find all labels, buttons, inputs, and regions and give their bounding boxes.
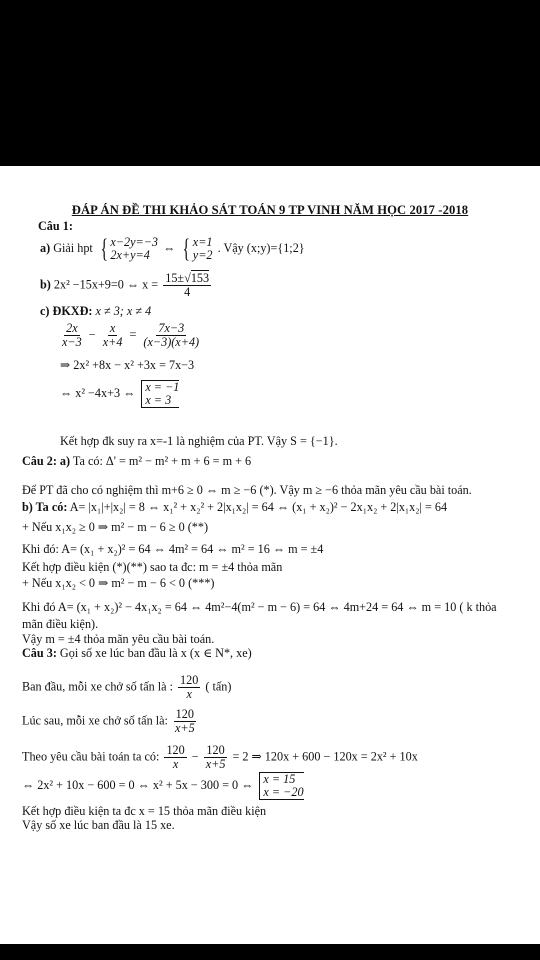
- cau1-conclusion: Kết hợp đk suy ra x=-1 là nghiệm của PT. Vậy S = {−1}.: [60, 434, 338, 448]
- cau3-l3-frac-num: 120: [175, 707, 194, 721]
- cau3-l2-frac-num: 120: [180, 673, 199, 687]
- cau1-c-equation: [58, 322, 203, 349]
- bottom-black-bar: [0, 944, 540, 960]
- cau2-l8: mãn điều kiện).: [22, 617, 99, 631]
- cau2-a-line: [22, 454, 251, 468]
- document-title: ĐÁP ÁN ĐỀ THI KHẢO SÁT TOÁN 9 TP VINH NĂM HỌC 2017 -2018: [71, 203, 469, 217]
- cau1-a-sys2-row2: y=2: [192, 248, 213, 262]
- cau3-l5-sol2: x = −20: [263, 785, 304, 799]
- cau1-c-label: c): [40, 304, 50, 318]
- cau1-c-equals: =: [129, 327, 137, 342]
- cau2-heading: Câu 2: a): [22, 454, 71, 468]
- cau1-c-condition: x ≠ 3; x ≠ 4: [95, 304, 152, 318]
- cau1-a-result: . Vậy (x;y)={1;2}: [217, 240, 305, 255]
- cau1-a-solution-system: { x=1 y=2: [182, 234, 213, 263]
- cau3-l5-sol1: x = 15: [263, 772, 296, 786]
- top-black-bar: [0, 0, 540, 166]
- cau3-l3-frac-den: x+5: [174, 721, 195, 735]
- cau1-a-sys1-row2: 2x+y=4: [110, 248, 150, 262]
- cau2-l5: Kết hợp điều kiện (*)(**) sao ta đc: m = ±4 thỏa mãn: [22, 560, 283, 574]
- cau1-c-frac1-num: 2x: [66, 321, 78, 335]
- cau2-l1: Để PT đã cho có nghiệm thì m+6 ≥ 0 ⇔ m ≥ −6 (*). Vậy m ≥ −6 thỏa mãn yêu cầu bài toán.: [22, 483, 472, 497]
- cau1-a-text: Giải hpt: [53, 240, 93, 255]
- cau3-l4-frac1-num: 120: [166, 743, 185, 757]
- cau1-a-sys1-row1: x−2y=−3: [110, 235, 159, 249]
- cau3-l4-minus: −: [191, 749, 199, 764]
- cau1-b-label: b): [40, 277, 51, 292]
- cau1-b-line: [40, 272, 213, 299]
- cau3-l4-frac2-den: x+5: [205, 757, 226, 771]
- cau3-l3-frac: [173, 708, 197, 735]
- cau1-b-equation: 2x² −15x+9=0 ⇔ x =: [53, 277, 159, 292]
- cau1-a-label: a): [40, 240, 51, 255]
- cau1-c-sol2: x = 3: [145, 393, 172, 407]
- cau2-l6: + Nếu x₁x₂ < 0 ⇒ m² − m − 6 < 0 (***): [22, 576, 215, 590]
- cau2-b-label: b) Ta có:: [22, 500, 68, 514]
- cau3-l3-text: Lúc sau, mỗi xe chở số tấn là:: [22, 713, 168, 728]
- cau1-c-line3-text: ⇔ x² −4x+3 ⇔: [60, 385, 136, 400]
- cau3-l4-frac1: [164, 744, 186, 771]
- cau1-c-frac2-den: x+4: [102, 335, 123, 349]
- cau3-l5-text: ⇔ 2x² + 10x − 600 = 0 ⇔ x² + 5x − 300 = 0 ⇔: [22, 777, 254, 792]
- cau1-c-line: [40, 304, 151, 318]
- cau1-heading: Câu 1:: [38, 219, 73, 233]
- cau1-b-fraction: $\frac{15\pm√153}{4}$: [165, 271, 210, 299]
- cau3-l4-frac2: [204, 744, 228, 771]
- answer-sheet: [0, 166, 540, 944]
- cau3-l4-frac1-den: x: [172, 757, 179, 771]
- cau1-c-line3: [60, 380, 182, 408]
- cau1-a-line: [40, 236, 305, 262]
- cau3-line2: [22, 674, 231, 701]
- cau1-c-frac2-num: x: [109, 321, 116, 335]
- cau3-l5-solutions: [259, 772, 303, 800]
- cau2-l3: + Nếu x₁x₂ ≥ 0 ⇒ m² − m − 6 ≥ 0 (**): [22, 520, 209, 534]
- cau3-l2-frac-den: x: [186, 687, 192, 701]
- cau1-c-frac2: [101, 322, 125, 349]
- cau1-c-sol1: x = −1: [145, 380, 180, 394]
- cau2-b-line: [22, 500, 447, 514]
- cau1-a-sys2-row1: x=1: [192, 235, 213, 249]
- cau3-heading: Câu 3:: [22, 646, 57, 660]
- cau3-l4-frac2-num: 120: [206, 743, 225, 757]
- cau1-c-minus: −: [88, 327, 96, 342]
- cau2-l4: Khi đó: A= (x₁ + x₂)² = 64 ⇔ 4m² = 64 ⇔ m² = 16 ⇔ m = ±4: [22, 542, 324, 556]
- cau1-c-solutions: [141, 380, 179, 408]
- cau3-l4-rest: = 2 ⇒ 120x + 600 − 120x = 2x² + 10x: [232, 749, 418, 764]
- cau1-a-system: { x−2y=−3 2x+y=4: [100, 234, 159, 263]
- cau3-line3: [22, 708, 199, 735]
- cau1-c-dkxd: ĐKXĐ:: [52, 304, 93, 318]
- cau3-l2-text: Ban đầu, mỗi xe chở số tấn là :: [22, 679, 173, 694]
- cau2-l9: Vậy m = ±4 thỏa mãn yêu cầu bài toán.: [22, 632, 215, 646]
- cau1-c-frac3: [141, 322, 201, 349]
- cau2-b-text: A= |x₁|+|x₂| = 8 ⇔ x₁² + x₂² + 2|x₁x₂| = 64 ⇔ (x₁ + x₂)² − 2x₁x₂ + 2|x₁x₂| = 64: [69, 500, 448, 514]
- cau3-line5: [22, 772, 307, 800]
- cau3-l7: Vậy số xe lúc ban đầu là 15 xe.: [22, 818, 175, 832]
- cau1-c-line2: ⇒ 2x² +8x − x² +3x = 7x−3: [60, 358, 195, 372]
- cau1-b-radicand: 153: [190, 271, 210, 285]
- cau1-c-frac3-den: (x−3)(x+4): [143, 335, 200, 349]
- cau3-l2-frac: [178, 674, 200, 701]
- cau3-l1-text: Gọi số xe lúc ban đầu là x (x ∈ N*, xe): [59, 646, 252, 660]
- cau2-l7: Khi đó A= (x₁ + x₂)² − 4x₁x₂ = 64 ⇔ 4m²−4(m² − m − 6) = 64 ⇔ 4m+24 = 64 ⇔ m = 10 ( k thỏa: [22, 600, 497, 614]
- cau1-b-num: 15±: [165, 271, 185, 285]
- cau3-l4-text: Theo yêu cầu bài toán ta có:: [22, 749, 160, 764]
- cau3-line4: [22, 744, 418, 771]
- cau1-c-frac1: [60, 322, 84, 349]
- cau3-l2-unit: ( tấn): [205, 679, 232, 694]
- cau1-c-frac3-num: 7x−3: [158, 321, 185, 335]
- cau3-l6: Kết hợp điều kiện ta đc x = 15 thỏa mãn điều kiện: [22, 804, 267, 818]
- cau1-c-frac1-den: x−3: [62, 335, 82, 349]
- cau2-a-text: Ta có: Δ' = m² − m² + m + 6 = m + 6: [72, 454, 252, 468]
- cau3-line1: [22, 646, 252, 660]
- cau1-b-den: 4: [184, 285, 191, 299]
- cau1-a-arrow: ⇔: [163, 240, 176, 255]
